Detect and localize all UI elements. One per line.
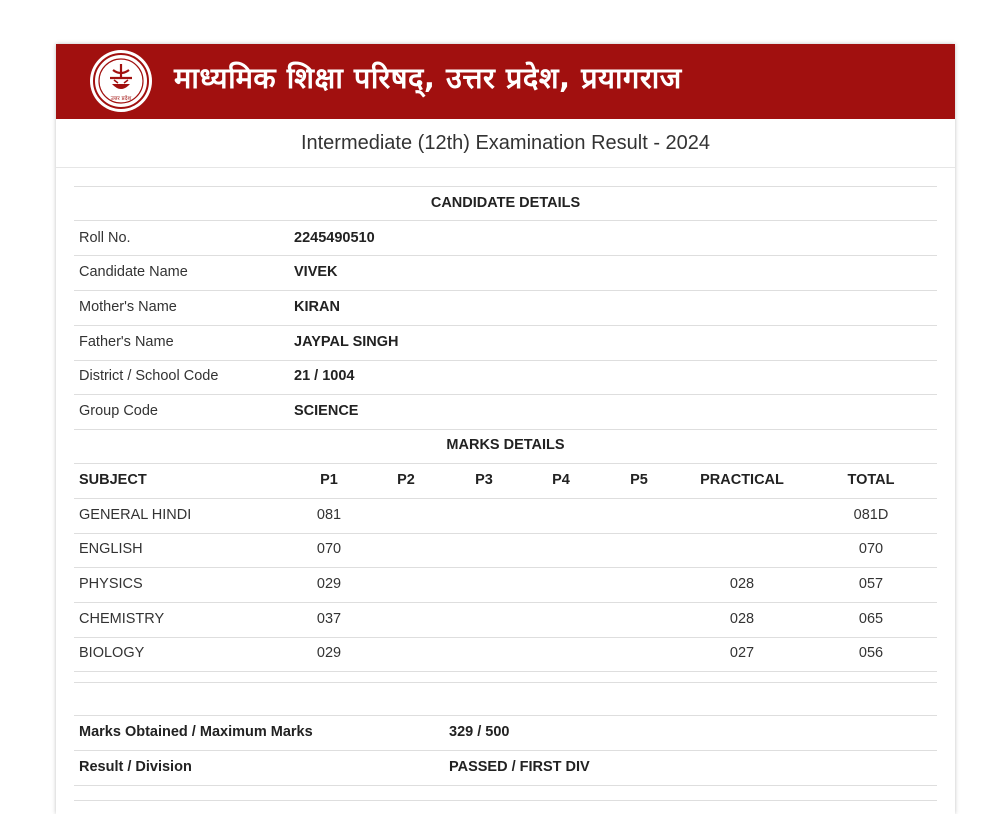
field-label: Candidate Name: [79, 264, 188, 280]
divider: [74, 567, 937, 568]
total-cell: 081D: [853, 507, 889, 523]
divider: [74, 533, 937, 534]
column-header: TOTAL: [847, 472, 895, 488]
total-cell: 070: [858, 541, 884, 557]
subject-cell: BIOLOGY: [79, 645, 145, 661]
exam-title: Intermediate (12th) Examination Result - 2024: [56, 119, 955, 168]
practical-cell: 028: [729, 576, 755, 592]
column-header: P5: [630, 472, 648, 488]
subject-cell: GENERAL HINDI: [79, 507, 192, 523]
column-header: P2: [397, 472, 415, 488]
marks-obtained-value: 329 / 500: [449, 724, 510, 740]
divider: [74, 186, 937, 187]
subject-cell: ENGLISH: [79, 541, 143, 557]
roll-number-value: 2245490510: [294, 230, 375, 246]
board-emblem-icon: [88, 48, 154, 114]
divider: [74, 750, 937, 751]
column-header: P1: [320, 472, 338, 488]
board-title: माध्यमिक शिक्षा परिषद्, उत्तर प्रदेश, प्रयागराज: [174, 61, 682, 95]
field-label: Group Code: [79, 403, 158, 419]
father-name-value: JAYPAL SINGH: [294, 334, 399, 350]
p1-cell: 081: [316, 507, 342, 523]
marks-section-title: MARKS DETAILS: [446, 437, 565, 453]
column-header: P4: [552, 472, 570, 488]
p1-cell: 037: [316, 611, 342, 627]
p1-cell: 029: [316, 576, 342, 592]
divider: [74, 671, 937, 672]
result-division-label: Result / Division: [79, 759, 192, 775]
divider: [74, 360, 937, 361]
divider: [74, 394, 937, 395]
total-cell: 056: [858, 645, 884, 661]
candidate-section-title: CANDIDATE DETAILS: [430, 195, 581, 211]
divider: [74, 682, 937, 683]
divider: [74, 602, 937, 603]
marks-obtained-label: Marks Obtained / Maximum Marks: [79, 724, 313, 740]
field-label: District / School Code: [79, 368, 219, 384]
divider: [74, 255, 937, 256]
practical-cell: 027: [729, 645, 755, 661]
divider: [74, 498, 937, 499]
district-school-code-value: 21 / 1004: [294, 368, 355, 384]
divider: [74, 800, 937, 801]
divider: [74, 325, 937, 326]
subject-cell: PHYSICS: [79, 576, 143, 592]
mother-name-value: KIRAN: [294, 299, 340, 315]
header-banner: [56, 44, 955, 119]
result-card: [56, 44, 955, 814]
candidate-name-value: VIVEK: [294, 264, 338, 280]
divider: [74, 220, 937, 221]
total-cell: 065: [858, 611, 884, 627]
field-label: Mother's Name: [79, 299, 177, 315]
column-header: P3: [475, 472, 493, 488]
total-cell: 057: [858, 576, 884, 592]
p1-cell: 029: [316, 645, 342, 661]
field-label: Father's Name: [79, 334, 174, 350]
divider: [74, 785, 937, 786]
p1-cell: 070: [316, 541, 342, 557]
group-code-value: SCIENCE: [294, 403, 359, 419]
column-header: PRACTICAL: [700, 472, 784, 488]
logo-caption: उत्तर प्रदेश: [110, 96, 132, 102]
result-division-value: PASSED / FIRST DIV: [449, 759, 590, 775]
divider: [74, 463, 937, 464]
column-header: SUBJECT: [79, 472, 147, 488]
divider: [74, 715, 937, 716]
practical-cell: 028: [729, 611, 755, 627]
divider: [74, 429, 937, 430]
subject-cell: CHEMISTRY: [79, 611, 165, 627]
divider: [74, 637, 937, 638]
field-label: Roll No.: [79, 230, 131, 246]
divider: [74, 290, 937, 291]
